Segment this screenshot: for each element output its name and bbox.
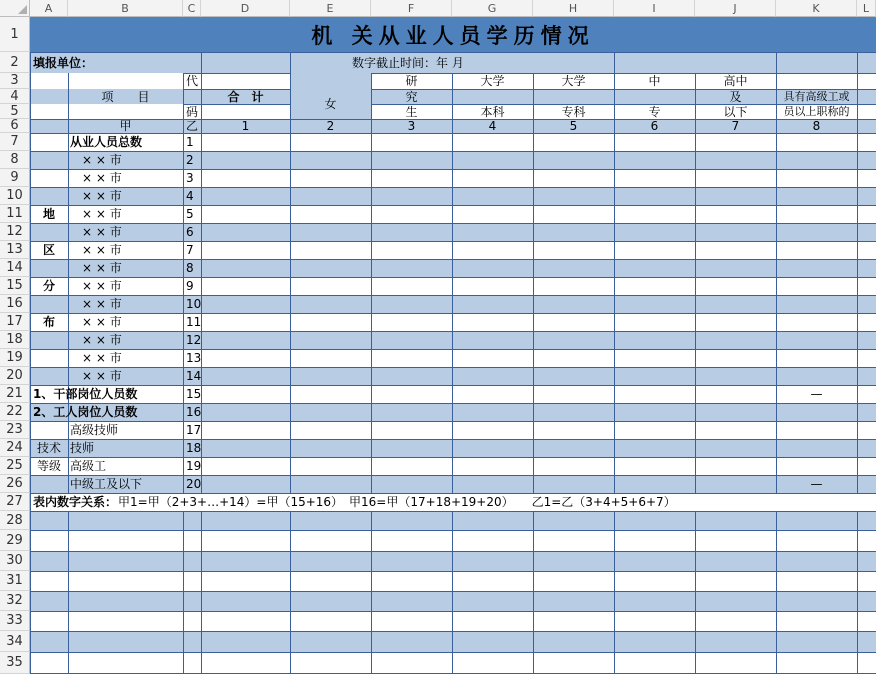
hline-3-b xyxy=(371,73,876,74)
hline-32 xyxy=(30,591,876,592)
column-header-E[interactable]: E xyxy=(290,0,371,17)
row-band-9 xyxy=(30,169,876,187)
vline-9-a xyxy=(695,73,696,493)
row-band-28 xyxy=(30,511,876,530)
hline-29 xyxy=(30,530,876,531)
row-item-label: × × 市 xyxy=(82,315,122,329)
header-zhuanke-2: 专科 xyxy=(561,104,586,119)
header-zhuanke-1: 大学 xyxy=(561,74,586,88)
row-item-label: × × 市 xyxy=(82,171,122,185)
row-group-label: 区 xyxy=(42,243,56,257)
row-band-26 xyxy=(30,475,876,493)
row-code: 3 xyxy=(186,171,194,185)
row-group-label: 地 xyxy=(42,207,56,221)
vline-2-b xyxy=(183,511,184,674)
col-number-6: 6 xyxy=(650,119,659,133)
row-header-5[interactable]: 5 xyxy=(0,104,30,119)
row-header-1[interactable]: 1 xyxy=(0,17,30,52)
hline-15 xyxy=(30,277,876,278)
row-item-label: × × 市 xyxy=(82,189,122,203)
row-band-5 xyxy=(30,104,876,119)
col-number-7: 7 xyxy=(731,119,740,133)
vline-10-b xyxy=(776,511,777,674)
row-dash: — xyxy=(810,387,823,401)
row-code: 2 xyxy=(186,153,194,167)
row-band-20 xyxy=(30,367,876,385)
hline-23 xyxy=(30,421,876,422)
row-header-12[interactable]: 12 xyxy=(0,223,30,241)
row-code: 13 xyxy=(186,351,202,365)
row-band-23 xyxy=(30,421,876,439)
row-band-10 xyxy=(30,187,876,205)
header-gaoji-1: 具有高级工或 xyxy=(783,89,850,103)
row-header-28[interactable]: 28 xyxy=(0,511,30,530)
row-item-label: × × 市 xyxy=(82,261,122,275)
vline-left xyxy=(30,52,31,674)
row-band-33 xyxy=(30,611,876,631)
vline-1-a xyxy=(68,73,69,493)
hline-26 xyxy=(30,475,876,476)
row-code: 6 xyxy=(186,225,194,239)
row-label-merged: 1、干部岗位人员数 xyxy=(33,387,138,401)
row-header-32[interactable]: 32 xyxy=(0,591,30,611)
row-header-3[interactable]: 3 xyxy=(0,73,30,89)
row-code: 12 xyxy=(186,333,202,347)
header-yanjiusheng-1: 研 xyxy=(405,74,418,88)
col-number-1: 1 xyxy=(241,119,250,133)
vline-9-b xyxy=(695,511,696,674)
row-header-16[interactable]: 16 xyxy=(0,295,30,313)
vline-11-b xyxy=(857,511,858,674)
header-gaozhong-3: 以下 xyxy=(723,104,748,119)
fill-unit-label: 填报单位： xyxy=(33,55,94,70)
header-zhongzhuan-2: 专 xyxy=(648,104,661,119)
header-benke-2: 本科 xyxy=(480,104,505,119)
vline-1-b xyxy=(68,511,69,674)
row-code: 4 xyxy=(186,189,194,203)
header-yanjiusheng-3: 生 xyxy=(405,104,418,119)
row-item-label: 中级工及以下 xyxy=(70,477,143,491)
row-header-8[interactable]: 8 xyxy=(0,151,30,169)
row-header-24[interactable]: 24 xyxy=(0,439,30,457)
vline-6-b xyxy=(452,511,453,674)
row-code: 10 xyxy=(186,297,202,311)
row-item-label: × × 市 xyxy=(82,369,122,383)
hline-19 xyxy=(30,349,876,350)
row-band-29 xyxy=(30,530,876,551)
row-header-2[interactable]: 2 xyxy=(0,52,30,73)
row-group-label: 布 xyxy=(42,315,56,329)
hline-27 xyxy=(30,493,876,494)
row-band-16 xyxy=(30,295,876,313)
row-header-35[interactable]: 35 xyxy=(0,652,30,674)
hline-24 xyxy=(30,439,876,440)
row-group-label: 等级 xyxy=(36,459,62,473)
row-header-4[interactable]: 4 xyxy=(0,89,30,104)
row-band-19 xyxy=(30,349,876,367)
hline-10 xyxy=(30,187,876,188)
row-group-label: 分 xyxy=(42,279,56,293)
hline-35 xyxy=(30,652,876,653)
vline-6-a xyxy=(452,73,453,493)
row-header-13[interactable]: 13 xyxy=(0,241,30,259)
vline-5-b xyxy=(371,511,372,674)
row-code: 5 xyxy=(186,207,194,221)
hline-21 xyxy=(30,385,876,386)
row-header-23[interactable]: 23 xyxy=(0,421,30,439)
hline-2 xyxy=(30,52,876,53)
row-header-22[interactable]: 22 xyxy=(0,403,30,421)
row-dash: — xyxy=(810,477,823,491)
hline-12 xyxy=(30,223,876,224)
row-band-3 xyxy=(30,73,876,89)
header-yi: 乙 xyxy=(185,119,199,133)
header-jia: 甲 xyxy=(119,119,132,133)
row-header-6[interactable]: 6 xyxy=(0,119,30,133)
header-yanjiusheng-2: 究 xyxy=(405,89,418,104)
hline-34 xyxy=(30,631,876,632)
row-band-32 xyxy=(30,591,876,611)
row-band-7 xyxy=(30,133,876,151)
row-band-11 xyxy=(30,205,876,223)
row-code: 8 xyxy=(186,261,194,275)
sheet-title[interactable]: 机 关从业人员学历情况 xyxy=(30,17,876,52)
row-header-19[interactable]: 19 xyxy=(0,349,30,367)
row-band-31 xyxy=(30,571,876,591)
row-band-30 xyxy=(30,551,876,571)
vline-10-a xyxy=(776,73,777,493)
row-band-22 xyxy=(30,403,876,421)
hline-16 xyxy=(30,295,876,296)
hline-7 xyxy=(30,133,876,134)
row-band-21 xyxy=(30,385,876,403)
row-header-17[interactable]: 17 xyxy=(0,313,30,331)
hline-9 xyxy=(30,169,876,170)
hline-22 xyxy=(30,403,876,404)
hline-30 xyxy=(30,551,876,552)
hline-33 xyxy=(30,611,876,612)
row-band-35 xyxy=(30,652,876,674)
column-header-L[interactable]: L xyxy=(857,0,876,17)
header-dai: 代 xyxy=(185,74,199,88)
header-benke-1: 大学 xyxy=(480,74,505,88)
column-header-I[interactable]: I xyxy=(614,0,695,17)
row-header-27[interactable]: 27 xyxy=(0,493,30,511)
hline-13 xyxy=(30,241,876,242)
row-header-29[interactable]: 29 xyxy=(0,530,30,551)
row-code: 15 xyxy=(186,387,202,401)
column-header-K[interactable]: K xyxy=(776,0,857,17)
row-band-24 xyxy=(30,439,876,457)
header-gaoji-2: 员以上职称的 xyxy=(783,104,850,118)
row-code: 16 xyxy=(186,405,202,419)
hline-11 xyxy=(30,205,876,206)
row-header-15[interactable]: 15 xyxy=(0,277,30,295)
row-item-label: 从业人员总数 xyxy=(70,135,143,149)
row-band-18 xyxy=(30,331,876,349)
row-code: 14 xyxy=(186,369,202,383)
row-item-label: × × 市 xyxy=(82,153,122,167)
row-item-label: 高级技师 xyxy=(70,423,119,437)
row-label-merged: 2、工人岗位人员数 xyxy=(33,405,138,419)
row-item-label: 技师 xyxy=(70,441,95,455)
row-header-14[interactable]: 14 xyxy=(0,259,30,277)
hline-14 xyxy=(30,259,876,260)
hline-17 xyxy=(30,313,876,314)
row-band-17 xyxy=(30,313,876,331)
header-gaozhong-1: 高中 xyxy=(723,74,748,88)
hline-3-a xyxy=(183,73,290,74)
row-code: 20 xyxy=(186,477,202,491)
column-header-D[interactable]: D xyxy=(201,0,290,17)
row-header-26[interactable]: 26 xyxy=(0,475,30,493)
row-code: 17 xyxy=(186,423,202,437)
row-item-label: × × 市 xyxy=(82,351,122,365)
column-header-F[interactable]: F xyxy=(371,0,452,17)
column-header-J[interactable]: J xyxy=(695,0,776,17)
column-header-B[interactable]: B xyxy=(68,0,183,17)
col-number-3: 3 xyxy=(407,119,416,133)
vline-8-a xyxy=(614,73,615,493)
row-header-30[interactable]: 30 xyxy=(0,551,30,571)
row-band-8 xyxy=(30,151,876,169)
row-item-label: × × 市 xyxy=(82,207,122,221)
hline-18 xyxy=(30,331,876,332)
row-item-label: 高级工 xyxy=(70,459,107,473)
header-heji: 合 计 xyxy=(227,89,264,104)
row-band-14 xyxy=(30,259,876,277)
row-band-12 xyxy=(30,223,876,241)
vline-3-b xyxy=(201,511,202,674)
hline-25 xyxy=(30,457,876,458)
row-header-33[interactable]: 33 xyxy=(0,611,30,631)
row-band-15 xyxy=(30,277,876,295)
vline-row2-l xyxy=(857,52,858,73)
deadline-label: 数字截止时间：年 月 xyxy=(352,55,464,70)
hline-20 xyxy=(30,367,876,368)
row-header-18[interactable]: 18 xyxy=(0,331,30,349)
row-band-4 xyxy=(30,89,876,104)
vline-5-a xyxy=(371,73,372,493)
row-code: 19 xyxy=(186,459,202,473)
row-code: 11 xyxy=(186,315,202,329)
row-band-6 xyxy=(30,119,876,133)
row-band-13 xyxy=(30,241,876,259)
row-band-34 xyxy=(30,631,876,652)
vline-11-a xyxy=(857,73,858,493)
hline-28 xyxy=(30,511,876,512)
vline-4-a xyxy=(290,73,291,493)
header-xiangmu: 项 目 xyxy=(101,89,150,104)
row-code: 9 xyxy=(186,279,194,293)
row-code: 7 xyxy=(186,243,194,257)
row-item-label: × × 市 xyxy=(82,297,122,311)
column-header-H[interactable]: H xyxy=(533,0,614,17)
row-header-9[interactable]: 9 xyxy=(0,169,30,187)
row-header-11[interactable]: 11 xyxy=(0,205,30,223)
merge-row1-white xyxy=(201,104,290,119)
header-gaozhong-2: 及 xyxy=(729,89,742,104)
row-header-34[interactable]: 34 xyxy=(0,631,30,652)
col-number-2: 2 xyxy=(326,119,335,133)
vline-2-a xyxy=(183,73,184,493)
row-code: 18 xyxy=(186,441,202,455)
column-header-A[interactable]: A xyxy=(30,0,68,17)
column-header-G[interactable]: G xyxy=(452,0,533,17)
col-number-8: 8 xyxy=(812,119,821,133)
vline-row2-i xyxy=(614,52,615,73)
row-item-label: × × 市 xyxy=(82,333,122,347)
row-code: 1 xyxy=(186,135,194,149)
col-number-4: 4 xyxy=(488,119,497,133)
vline-row2-c xyxy=(201,52,202,73)
vline-row2-k xyxy=(776,52,777,73)
row-item-label: × × 市 xyxy=(82,243,122,257)
row-item-label: × × 市 xyxy=(82,279,122,293)
hline-31 xyxy=(30,571,876,572)
note-text: 甲1=甲（2+3+…+14）=甲（15+16） 甲16=甲（17+18+19+20） 乙1=乙（3+4+5+6+7） xyxy=(118,495,676,509)
select-all-corner[interactable] xyxy=(0,0,30,17)
col-number-5: 5 xyxy=(569,119,578,133)
vline-row2-d xyxy=(290,52,291,73)
row-item-label: × × 市 xyxy=(82,225,122,239)
row-header-20[interactable]: 20 xyxy=(0,367,30,385)
vline-7-a xyxy=(533,73,534,493)
column-header-C[interactable]: C xyxy=(183,0,201,17)
vline-7-b xyxy=(533,511,534,674)
note-label: 表内数字关系： xyxy=(33,495,118,509)
row-band-25 xyxy=(30,457,876,475)
header-nv: 女 xyxy=(324,96,337,111)
row-header-31[interactable]: 31 xyxy=(0,571,30,591)
vline-4-b xyxy=(290,511,291,674)
row-header-21[interactable]: 21 xyxy=(0,385,30,403)
hline-5-a xyxy=(183,104,290,105)
vline-8-b xyxy=(614,511,615,674)
header-ma: 码 xyxy=(185,104,199,119)
hline-8 xyxy=(30,151,876,152)
header-zhongzhuan-1: 中 xyxy=(648,74,661,88)
row-header-7[interactable]: 7 xyxy=(0,133,30,151)
row-header-10[interactable]: 10 xyxy=(0,187,30,205)
row-header-25[interactable]: 25 xyxy=(0,457,30,475)
hline-6 xyxy=(30,119,876,120)
row-group-label: 技术 xyxy=(36,441,62,455)
